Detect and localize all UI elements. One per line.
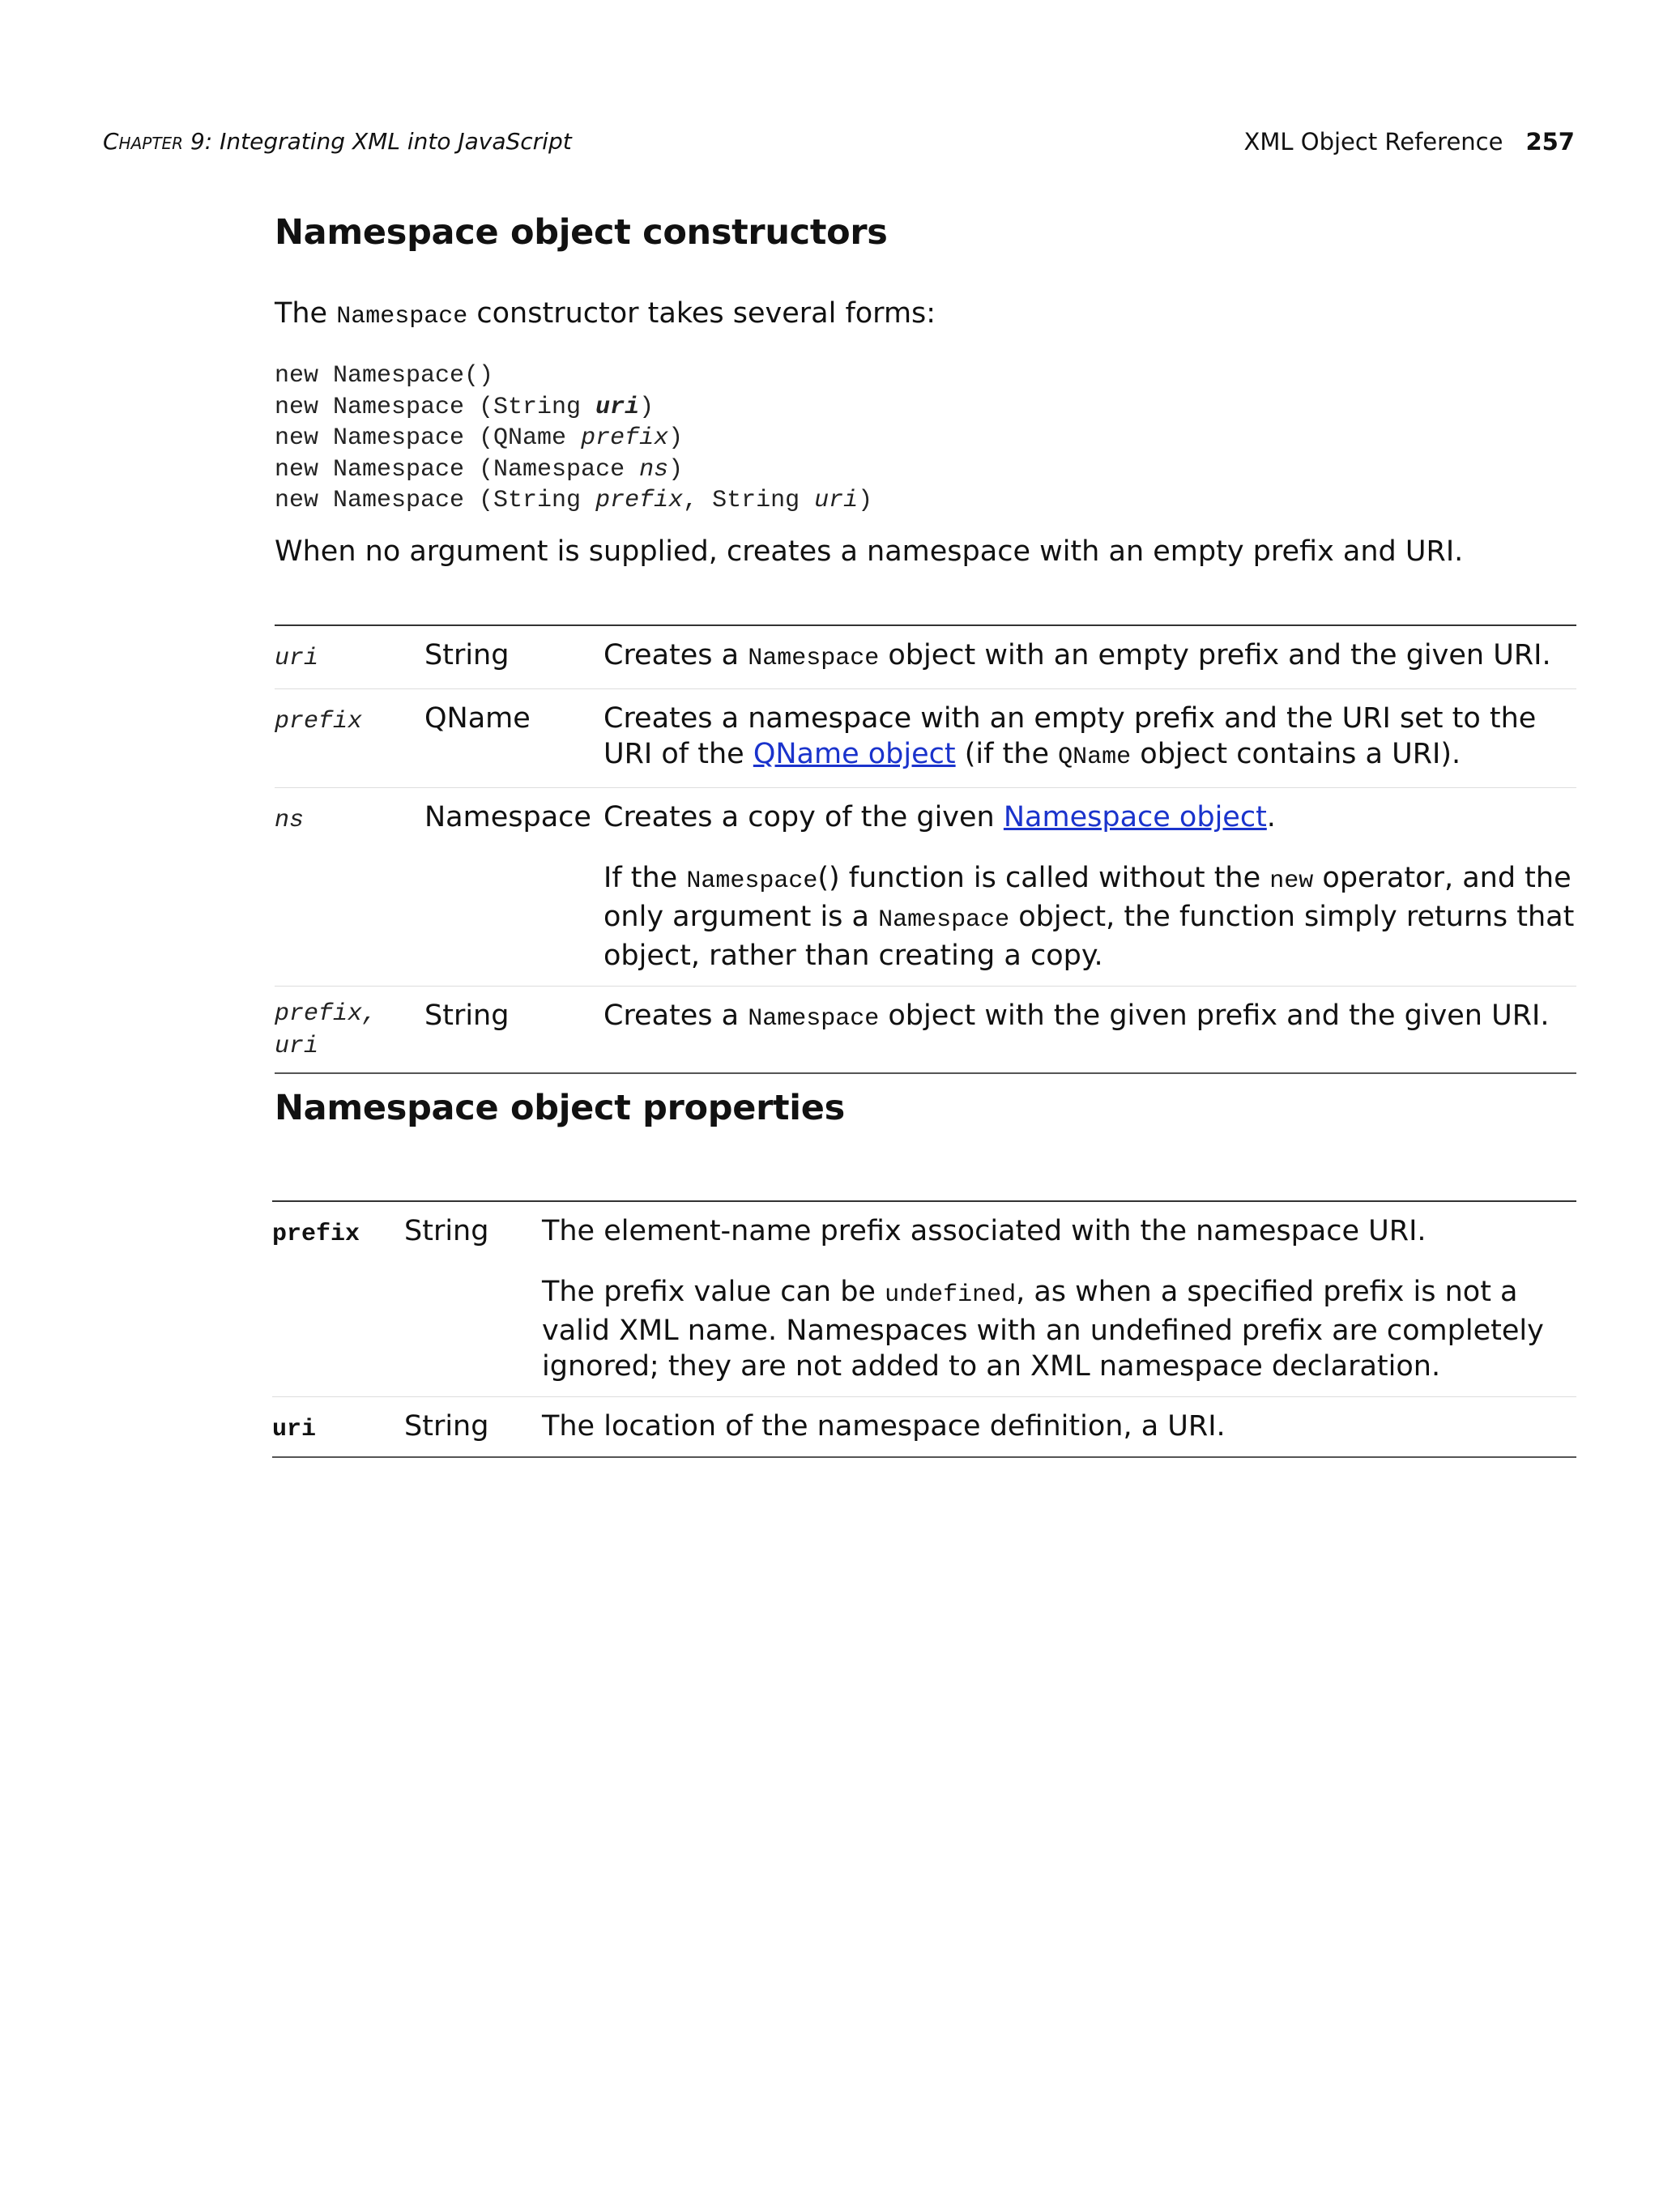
chapter-title: 9: Integrating XML into JavaScript bbox=[183, 128, 572, 155]
param-type: QName bbox=[424, 689, 603, 788]
property-description: The location of the namespace definition, a URI. bbox=[542, 1397, 1576, 1458]
table-row bbox=[272, 1397, 1576, 1458]
section-title: XML Object Reference bbox=[1243, 128, 1503, 156]
code-line: new Namespace (String prefix, String uri) bbox=[275, 487, 873, 514]
property-type: String bbox=[404, 1397, 542, 1458]
param-description: Creates a Namespace object with the given prefix and the given URI. bbox=[603, 987, 1576, 1074]
chapter-prefix: Chapter bbox=[103, 128, 184, 155]
page-number: 257 bbox=[1525, 128, 1575, 156]
table-row bbox=[275, 788, 1576, 987]
constructors-table bbox=[275, 624, 1576, 1074]
property-name: prefix bbox=[272, 1221, 360, 1248]
properties-table-wrap bbox=[272, 1200, 1576, 1458]
constructors-heading: Namespace object constructors bbox=[275, 212, 888, 253]
param-description: Creates a Namespace object with an empty prefix and the given URI. bbox=[603, 625, 1576, 689]
properties-section bbox=[275, 1088, 1576, 1128]
table-row bbox=[275, 987, 1576, 1074]
param-type: String bbox=[424, 625, 603, 689]
running-header-section bbox=[1243, 128, 1575, 156]
code-line: new Namespace (Namespace ns) bbox=[275, 455, 684, 484]
constructors-section bbox=[275, 212, 1576, 253]
constructors-intro: The Namespace constructor takes several forms: bbox=[275, 297, 936, 330]
properties-heading: Namespace object properties bbox=[275, 1088, 845, 1128]
param-name: uri bbox=[275, 1033, 319, 1060]
no-arg-paragraph: When no argument is supplied, creates a namespace with an empty prefix and URI. bbox=[275, 535, 1464, 568]
table-row bbox=[275, 689, 1576, 788]
code-line: new Namespace() bbox=[275, 362, 494, 390]
param-name: uri bbox=[275, 645, 319, 672]
running-header-chapter bbox=[103, 128, 572, 155]
param-type: Namespace bbox=[424, 788, 603, 987]
param-name: prefix bbox=[275, 708, 363, 735]
inline-code: Namespace bbox=[336, 303, 468, 330]
table-row bbox=[272, 1201, 1576, 1397]
param-type: String bbox=[424, 987, 603, 1074]
param-name: prefix, bbox=[275, 1000, 377, 1028]
constructor-signatures bbox=[275, 360, 1576, 517]
property-type: String bbox=[404, 1201, 542, 1397]
param-description: Creates a namespace with an empty prefix and the URI set to the URI of the QName object (if the QName object contains a URI). bbox=[603, 689, 1576, 788]
property-description: The element-name prefix associated with the namespace URI. The prefix value can be undefined, as when a specified prefix is not a valid XML name. Namespaces with an undefined prefix are completely ignored; they are not added to an XML namespace declaration. bbox=[542, 1201, 1576, 1397]
properties-table bbox=[272, 1200, 1576, 1458]
param-description: Creates a copy of the given Namespace object. If the Namespace() function is called without the new operator, and the only argument is a Namespace object, the function simply returns that object, rather than creating a copy. bbox=[603, 788, 1576, 987]
code-line: new Namespace (String uri) bbox=[275, 393, 655, 421]
namespace-object-link[interactable]: Namespace object bbox=[1003, 801, 1267, 833]
table-row bbox=[275, 625, 1576, 689]
property-name: uri bbox=[272, 1416, 317, 1443]
param-name: ns bbox=[275, 807, 305, 834]
code-line: new Namespace (QName prefix) bbox=[275, 424, 684, 452]
qname-object-link[interactable]: QName object bbox=[753, 738, 956, 770]
constructors-table-wrap bbox=[275, 624, 1576, 1074]
